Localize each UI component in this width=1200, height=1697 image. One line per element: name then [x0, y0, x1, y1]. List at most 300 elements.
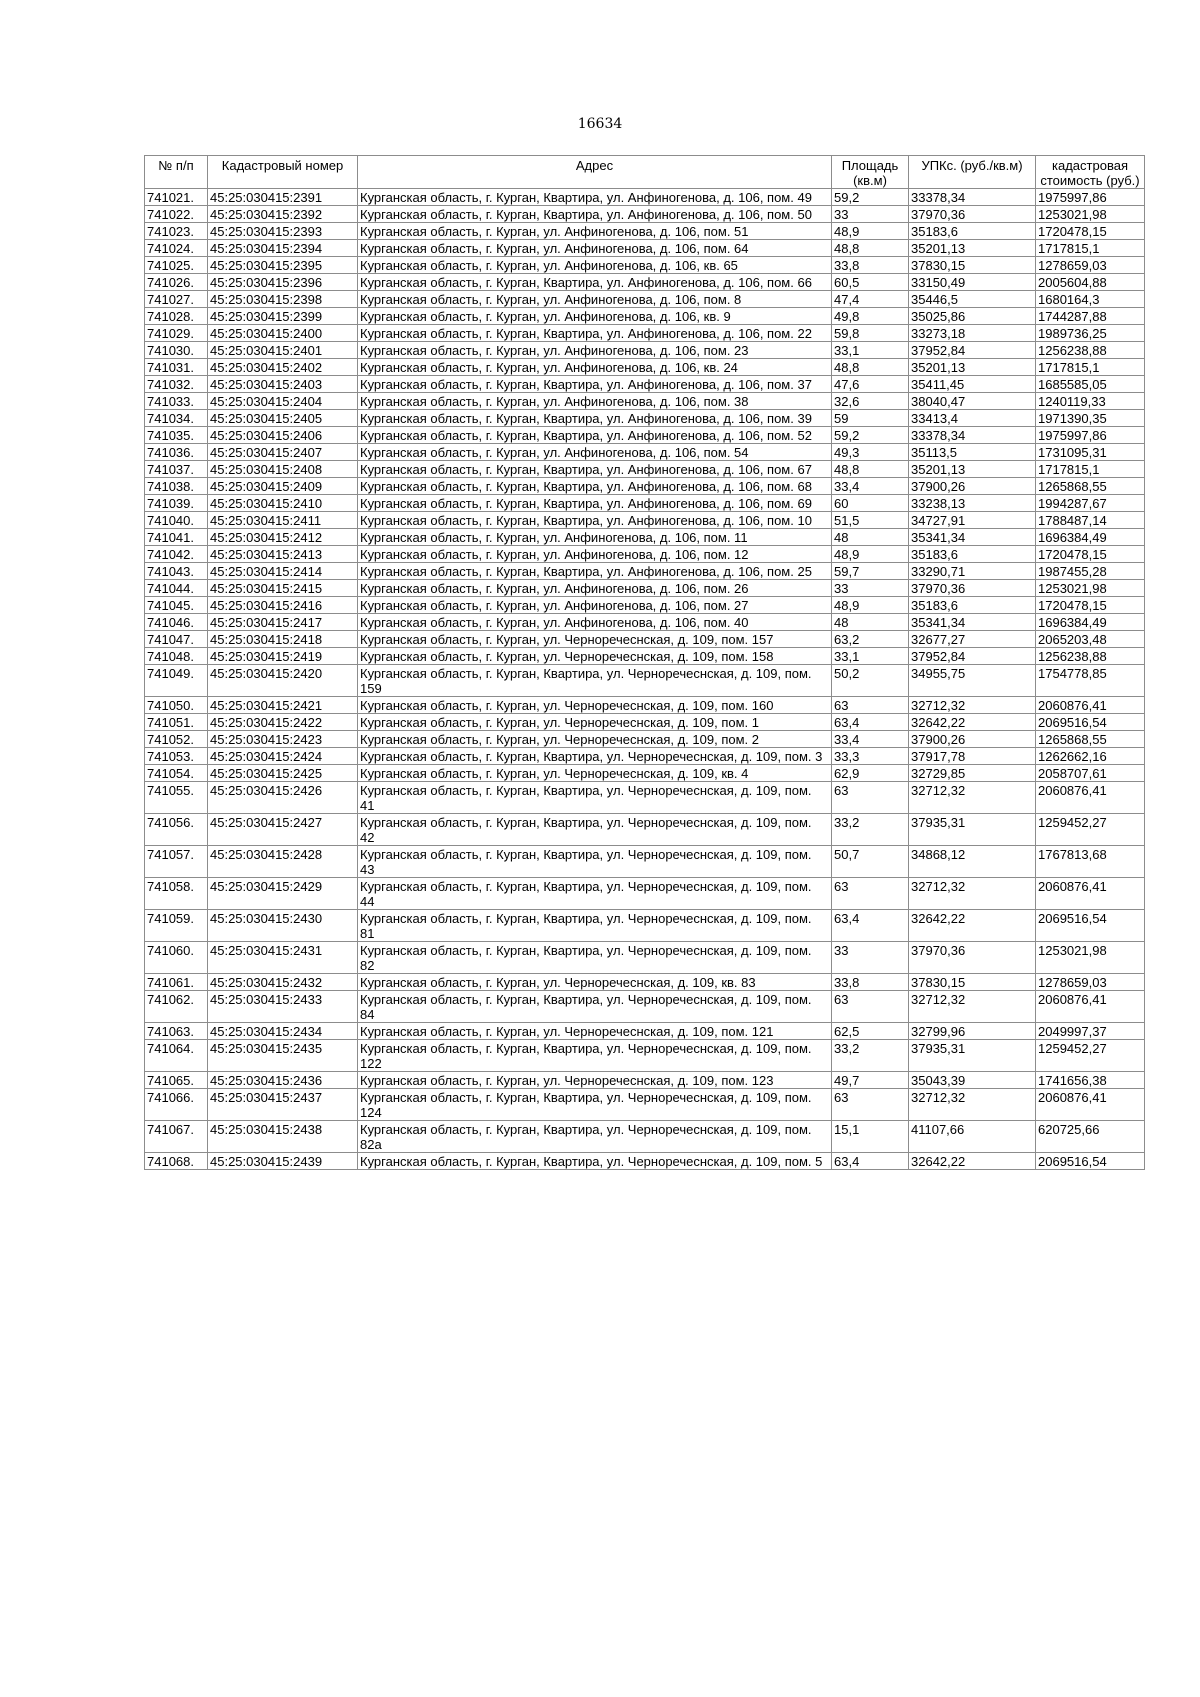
cell-area: 48 [832, 614, 909, 631]
cell-upks: 33378,34 [909, 427, 1036, 444]
cell-no: 741053. [145, 748, 208, 765]
cell-upks: 37917,78 [909, 748, 1036, 765]
cell-area: 62,5 [832, 1023, 909, 1040]
cell-upks: 35183,6 [909, 597, 1036, 614]
cell-cadastral-cost: 1720478,15 [1036, 597, 1145, 614]
table-row [145, 631, 1145, 648]
table-row [145, 697, 1145, 714]
cell-upks: 33150,49 [909, 274, 1036, 291]
table-row [145, 529, 1145, 546]
cell-area: 48 [832, 529, 909, 546]
cell-no: 741050. [145, 697, 208, 714]
cell-cadastral-number: 45:25:030415:2411 [208, 512, 358, 529]
table-row [145, 665, 1145, 697]
cell-area: 50,2 [832, 665, 909, 697]
cell-no: 741048. [145, 648, 208, 665]
cell-area: 33,2 [832, 1040, 909, 1072]
cell-no: 741025. [145, 257, 208, 274]
table-row [145, 814, 1145, 846]
cell-cadastral-number: 45:25:030415:2412 [208, 529, 358, 546]
cell-area: 33,4 [832, 478, 909, 495]
cell-cadastral-number: 45:25:030415:2403 [208, 376, 358, 393]
cell-upks: 35341,34 [909, 614, 1036, 631]
cell-no: 741060. [145, 942, 208, 974]
cell-upks: 35113,5 [909, 444, 1036, 461]
cell-cadastral-number: 45:25:030415:2408 [208, 461, 358, 478]
cell-upks: 37970,36 [909, 942, 1036, 974]
cell-area: 63 [832, 991, 909, 1023]
cell-address: Курганская область, г. Курган, ул. Анфиногенова, д. 106, кв. 24 [358, 359, 832, 376]
cell-address: Курганская область, г. Курган, Квартира, ул. Черноречеснская, д. 109, пом. 122 [358, 1040, 832, 1072]
table-row [145, 444, 1145, 461]
cell-area: 49,7 [832, 1072, 909, 1089]
cell-cadastral-number: 45:25:030415:2420 [208, 665, 358, 697]
cell-upks: 35201,13 [909, 359, 1036, 376]
cell-cadastral-number: 45:25:030415:2409 [208, 478, 358, 495]
cell-cadastral-cost: 2060876,41 [1036, 991, 1145, 1023]
cell-no: 741038. [145, 478, 208, 495]
cell-address: Курганская область, г. Курган, ул. Анфиногенова, д. 106, пом. 23 [358, 342, 832, 359]
cell-cadastral-cost: 1717815,1 [1036, 461, 1145, 478]
cell-cadastral-number: 45:25:030415:2405 [208, 410, 358, 427]
cell-no: 741065. [145, 1072, 208, 1089]
cell-cadastral-cost: 1262662,16 [1036, 748, 1145, 765]
cell-area: 63,4 [832, 714, 909, 731]
cell-cadastral-cost: 1989736,25 [1036, 325, 1145, 342]
cell-cadastral-number: 45:25:030415:2393 [208, 223, 358, 240]
cell-cadastral-number: 45:25:030415:2421 [208, 697, 358, 714]
cell-cadastral-cost: 1717815,1 [1036, 240, 1145, 257]
cell-no: 741055. [145, 782, 208, 814]
cell-cadastral-cost: 2060876,41 [1036, 782, 1145, 814]
table-row [145, 974, 1145, 991]
cell-cadastral-number: 45:25:030415:2427 [208, 814, 358, 846]
cell-upks: 35183,6 [909, 223, 1036, 240]
cell-cadastral-cost: 1253021,98 [1036, 580, 1145, 597]
table-row [145, 580, 1145, 597]
cell-upks: 32712,32 [909, 782, 1036, 814]
table-row [145, 1023, 1145, 1040]
table-row [145, 1072, 1145, 1089]
table-row [145, 461, 1145, 478]
cell-cadastral-number: 45:25:030415:2418 [208, 631, 358, 648]
cell-address: Курганская область, г. Курган, Квартира, ул. Анфиногенова, д. 106, пом. 67 [358, 461, 832, 478]
cell-cadastral-cost: 620725,66 [1036, 1121, 1145, 1153]
cadastral-table [144, 155, 1145, 1170]
cell-address: Курганская область, г. Курган, Квартира, ул. Анфиногенова, д. 106, пом. 25 [358, 563, 832, 580]
cell-no: 741035. [145, 427, 208, 444]
cell-address: Курганская область, г. Курган, ул. Анфиногенова, д. 106, пом. 51 [358, 223, 832, 240]
cell-no: 741058. [145, 878, 208, 910]
table-row [145, 342, 1145, 359]
cell-upks: 32642,22 [909, 910, 1036, 942]
cell-area: 48,9 [832, 546, 909, 563]
cell-cadastral-cost: 1731095,31 [1036, 444, 1145, 461]
cell-area: 32,6 [832, 393, 909, 410]
table-header-row [145, 156, 1145, 189]
cell-upks: 37970,36 [909, 580, 1036, 597]
cell-area: 48,9 [832, 223, 909, 240]
cell-address: Курганская область, г. Курган, Квартира, ул. Черноречеснская, д. 109, пом. 159 [358, 665, 832, 697]
cell-cadastral-number: 45:25:030415:2432 [208, 974, 358, 991]
cell-cadastral-number: 45:25:030415:2426 [208, 782, 358, 814]
cell-no: 741036. [145, 444, 208, 461]
cell-no: 741047. [145, 631, 208, 648]
cell-area: 63,2 [832, 631, 909, 648]
cell-address: Курганская область, г. Курган, ул. Анфиногенова, д. 106, пом. 64 [358, 240, 832, 257]
table-body [145, 189, 1145, 1170]
header-cadastral-cost: кадастровая стоимость (руб.) [1036, 156, 1145, 189]
cell-cadastral-number: 45:25:030415:2406 [208, 427, 358, 444]
cell-cadastral-number: 45:25:030415:2433 [208, 991, 358, 1023]
cell-upks: 34955,75 [909, 665, 1036, 697]
cell-address: Курганская область, г. Курган, ул. Анфиногенова, д. 106, пом. 26 [358, 580, 832, 597]
table-row [145, 257, 1145, 274]
cell-upks: 35201,13 [909, 461, 1036, 478]
cell-address: Курганская область, г. Курган, Квартира, ул. Анфиногенова, д. 106, пом. 37 [358, 376, 832, 393]
cell-no: 741041. [145, 529, 208, 546]
cell-area: 63,4 [832, 1153, 909, 1170]
cell-cadastral-cost: 1696384,49 [1036, 529, 1145, 546]
cell-area: 15,1 [832, 1121, 909, 1153]
cell-area: 49,8 [832, 308, 909, 325]
cell-area: 33 [832, 206, 909, 223]
cell-cadastral-cost: 2060876,41 [1036, 878, 1145, 910]
cell-cadastral-cost: 1717815,1 [1036, 359, 1145, 376]
table-row [145, 748, 1145, 765]
cell-address: Курганская область, г. Курган, Квартира, ул. Анфиногенова, д. 106, пом. 22 [358, 325, 832, 342]
cell-area: 33,4 [832, 731, 909, 748]
table-row [145, 942, 1145, 974]
table-row [145, 597, 1145, 614]
cell-no: 741063. [145, 1023, 208, 1040]
cell-upks: 33378,34 [909, 189, 1036, 206]
table-row [145, 427, 1145, 444]
cell-area: 60 [832, 495, 909, 512]
cell-upks: 34727,91 [909, 512, 1036, 529]
cell-no: 741049. [145, 665, 208, 697]
cell-address: Курганская область, г. Курган, Квартира, ул. Черноречеснская, д. 109, пом. 5 [358, 1153, 832, 1170]
cell-cadastral-cost: 1259452,27 [1036, 814, 1145, 846]
cell-area: 33,2 [832, 814, 909, 846]
cell-cadastral-cost: 1696384,49 [1036, 614, 1145, 631]
cell-address: Курганская область, г. Курган, Квартира, ул. Анфиногенова, д. 106, пом. 52 [358, 427, 832, 444]
cell-area: 48,8 [832, 359, 909, 376]
table-row [145, 731, 1145, 748]
cell-cadastral-cost: 2060876,41 [1036, 697, 1145, 714]
cell-no: 741027. [145, 291, 208, 308]
cell-no: 741022. [145, 206, 208, 223]
cell-no: 741026. [145, 274, 208, 291]
cell-address: Курганская область, г. Курган, ул. Черноречеснская, д. 109, пом. 160 [358, 697, 832, 714]
cell-cadastral-number: 45:25:030415:2436 [208, 1072, 358, 1089]
cell-upks: 35411,45 [909, 376, 1036, 393]
cell-area: 48,9 [832, 597, 909, 614]
table-row [145, 308, 1145, 325]
table-row [145, 648, 1145, 665]
table-row [145, 1153, 1145, 1170]
cell-cadastral-number: 45:25:030415:2424 [208, 748, 358, 765]
cell-cadastral-number: 45:25:030415:2415 [208, 580, 358, 597]
cell-upks: 32729,85 [909, 765, 1036, 782]
cell-address: Курганская область, г. Курган, ул. Анфиногенова, д. 106, кв. 9 [358, 308, 832, 325]
cell-upks: 37952,84 [909, 648, 1036, 665]
cell-address: Курганская область, г. Курган, Квартира, ул. Анфиногенова, д. 106, пом. 66 [358, 274, 832, 291]
table-row [145, 206, 1145, 223]
table-row [145, 240, 1145, 257]
cell-cadastral-cost: 1253021,98 [1036, 206, 1145, 223]
cell-cadastral-cost: 2060876,41 [1036, 1089, 1145, 1121]
cell-cadastral-cost: 1680164,3 [1036, 291, 1145, 308]
cell-upks: 37900,26 [909, 731, 1036, 748]
table-row [145, 614, 1145, 631]
cell-upks: 32677,27 [909, 631, 1036, 648]
cell-upks: 35201,13 [909, 240, 1036, 257]
cell-cadastral-number: 45:25:030415:2400 [208, 325, 358, 342]
cell-cadastral-cost: 1754778,85 [1036, 665, 1145, 697]
table-row [145, 1089, 1145, 1121]
cell-area: 47,6 [832, 376, 909, 393]
table-row [145, 274, 1145, 291]
cell-upks: 37935,31 [909, 814, 1036, 846]
cell-cadastral-cost: 1256238,88 [1036, 648, 1145, 665]
cell-area: 51,5 [832, 512, 909, 529]
cell-upks: 35025,86 [909, 308, 1036, 325]
cell-no: 741023. [145, 223, 208, 240]
cell-address: Курганская область, г. Курган, ул. Черноречеснская, д. 109, пом. 157 [358, 631, 832, 648]
cell-cadastral-number: 45:25:030415:2423 [208, 731, 358, 748]
cell-no: 741062. [145, 991, 208, 1023]
cell-cadastral-number: 45:25:030415:2431 [208, 942, 358, 974]
cell-address: Курганская область, г. Курган, Квартира, ул. Черноречеснская, д. 109, пом. 82 [358, 942, 832, 974]
cell-address: Курганская область, г. Курган, Квартира, ул. Черноречеснская, д. 109, пом. 43 [358, 846, 832, 878]
cell-upks: 37900,26 [909, 478, 1036, 495]
cell-no: 741030. [145, 342, 208, 359]
cell-area: 59,2 [832, 189, 909, 206]
cell-cadastral-cost: 1265868,55 [1036, 478, 1145, 495]
cell-address: Курганская область, г. Курган, ул. Анфиногенова, д. 106, пом. 11 [358, 529, 832, 546]
cell-cadastral-cost: 1975997,86 [1036, 189, 1145, 206]
cell-cadastral-number: 45:25:030415:2437 [208, 1089, 358, 1121]
cell-no: 741031. [145, 359, 208, 376]
table-row [145, 782, 1145, 814]
cell-no: 741032. [145, 376, 208, 393]
table-row [145, 563, 1145, 580]
cell-no: 741033. [145, 393, 208, 410]
cell-upks: 33290,71 [909, 563, 1036, 580]
cell-address: Курганская область, г. Курган, Квартира, ул. Анфиногенова, д. 106, пом. 49 [358, 189, 832, 206]
cell-area: 59 [832, 410, 909, 427]
cell-area: 59,2 [832, 427, 909, 444]
cell-address: Курганская область, г. Курган, Квартира, ул. Черноречеснская, д. 109, пом. 41 [358, 782, 832, 814]
cell-cadastral-cost: 1994287,67 [1036, 495, 1145, 512]
table-row [145, 393, 1145, 410]
cell-cadastral-cost: 1685585,05 [1036, 376, 1145, 393]
cell-address: Курганская область, г. Курган, ул. Черноречеснская, д. 109, пом. 123 [358, 1072, 832, 1089]
table-row [145, 478, 1145, 495]
cell-cadastral-cost: 2065203,48 [1036, 631, 1145, 648]
cell-address: Курганская область, г. Курган, Квартира, ул. Черноречеснская, д. 109, пом. 44 [358, 878, 832, 910]
cell-address: Курганская область, г. Курган, Квартира, ул. Черноречеснская, д. 109, пом. 82а [358, 1121, 832, 1153]
cell-cadastral-number: 45:25:030415:2395 [208, 257, 358, 274]
cell-no: 741061. [145, 974, 208, 991]
cell-area: 33,8 [832, 257, 909, 274]
cell-area: 50,7 [832, 846, 909, 878]
cell-area: 48,8 [832, 240, 909, 257]
cell-address: Курганская область, г. Курган, ул. Черноречеснская, д. 109, пом. 2 [358, 731, 832, 748]
cell-address: Курганская область, г. Курган, ул. Анфиногенова, д. 106, кв. 65 [358, 257, 832, 274]
cell-address: Курганская область, г. Курган, ул. Черноречеснская, д. 109, пом. 158 [358, 648, 832, 665]
cell-cadastral-number: 45:25:030415:2402 [208, 359, 358, 376]
table-row [145, 1040, 1145, 1072]
cell-address: Курганская область, г. Курган, Квартира, ул. Черноречеснская, д. 109, пом. 124 [358, 1089, 832, 1121]
cell-no: 741067. [145, 1121, 208, 1153]
cell-cadastral-number: 45:25:030415:2398 [208, 291, 358, 308]
cell-cadastral-number: 45:25:030415:2407 [208, 444, 358, 461]
cell-address: Курганская область, г. Курган, ул. Черноречеснская, д. 109, кв. 83 [358, 974, 832, 991]
table-row [145, 765, 1145, 782]
cell-no: 741028. [145, 308, 208, 325]
cell-address: Курганская область, г. Курган, Квартира, ул. Черноречеснская, д. 109, пом. 42 [358, 814, 832, 846]
cell-area: 33 [832, 942, 909, 974]
cell-cadastral-number: 45:25:030415:2439 [208, 1153, 358, 1170]
cell-address: Курганская область, г. Курган, Квартира, ул. Анфиногенова, д. 106, пом. 50 [358, 206, 832, 223]
cell-cadastral-number: 45:25:030415:2422 [208, 714, 358, 731]
cell-area: 33,1 [832, 648, 909, 665]
cell-cadastral-number: 45:25:030415:2416 [208, 597, 358, 614]
table-row [145, 325, 1145, 342]
cell-cadastral-cost: 2069516,54 [1036, 910, 1145, 942]
cell-no: 741021. [145, 189, 208, 206]
cell-upks: 41107,66 [909, 1121, 1036, 1153]
cell-area: 33,8 [832, 974, 909, 991]
cell-upks: 37970,36 [909, 206, 1036, 223]
cell-cadastral-number: 45:25:030415:2414 [208, 563, 358, 580]
cell-no: 741066. [145, 1089, 208, 1121]
cell-cadastral-number: 45:25:030415:2434 [208, 1023, 358, 1040]
table-row [145, 376, 1145, 393]
cell-cadastral-cost: 2005604,88 [1036, 274, 1145, 291]
cell-cadastral-number: 45:25:030415:2394 [208, 240, 358, 257]
header-no: № п/п [145, 156, 208, 189]
cell-no: 741040. [145, 512, 208, 529]
table-row [145, 223, 1145, 240]
cell-cadastral-cost: 1278659,03 [1036, 257, 1145, 274]
cell-cadastral-number: 45:25:030415:2391 [208, 189, 358, 206]
cell-no: 741064. [145, 1040, 208, 1072]
cell-upks: 35183,6 [909, 546, 1036, 563]
cell-no: 741052. [145, 731, 208, 748]
cell-address: Курганская область, г. Курган, ул. Анфиногенова, д. 106, пом. 27 [358, 597, 832, 614]
cell-area: 63 [832, 782, 909, 814]
cell-address: Курганская область, г. Курган, Квартира, ул. Анфиногенова, д. 106, пом. 68 [358, 478, 832, 495]
cell-cadastral-number: 45:25:030415:2419 [208, 648, 358, 665]
cell-cadastral-cost: 1278659,03 [1036, 974, 1145, 991]
cell-area: 33 [832, 580, 909, 597]
cell-no: 741054. [145, 765, 208, 782]
cell-area: 63 [832, 878, 909, 910]
cell-cadastral-cost: 1741656,38 [1036, 1072, 1145, 1089]
cell-address: Курганская область, г. Курган, Квартира, ул. Черноречеснская, д. 109, пом. 81 [358, 910, 832, 942]
cell-no: 741042. [145, 546, 208, 563]
cell-upks: 33273,18 [909, 325, 1036, 342]
cell-cadastral-number: 45:25:030415:2396 [208, 274, 358, 291]
cell-cadastral-number: 45:25:030415:2410 [208, 495, 358, 512]
cell-address: Курганская область, г. Курган, Квартира, ул. Черноречеснская, д. 109, пом. 84 [358, 991, 832, 1023]
cell-upks: 32712,32 [909, 1089, 1036, 1121]
cell-area: 62,9 [832, 765, 909, 782]
cell-no: 741056. [145, 814, 208, 846]
cell-upks: 38040,47 [909, 393, 1036, 410]
page-number: 16634 [577, 116, 623, 132]
cell-upks: 35341,34 [909, 529, 1036, 546]
table-row [145, 291, 1145, 308]
cell-address: Курганская область, г. Курган, ул. Анфиногенова, д. 106, пом. 8 [358, 291, 832, 308]
cell-cadastral-number: 45:25:030415:2429 [208, 878, 358, 910]
cell-area: 59,7 [832, 563, 909, 580]
table-row [145, 991, 1145, 1023]
header-area: Площадь (кв.м) [832, 156, 909, 189]
cell-no: 741044. [145, 580, 208, 597]
cell-no: 741039. [145, 495, 208, 512]
cell-address: Курганская область, г. Курган, ул. Черноречеснская, д. 109, пом. 1 [358, 714, 832, 731]
header-cadastral-number: Кадастровый номер [208, 156, 358, 189]
cell-cadastral-number: 45:25:030415:2392 [208, 206, 358, 223]
cell-address: Курганская область, г. Курган, ул. Анфиногенова, д. 106, пом. 54 [358, 444, 832, 461]
cell-cadastral-cost: 2069516,54 [1036, 714, 1145, 731]
cell-upks: 32642,22 [909, 1153, 1036, 1170]
cell-address: Курганская область, г. Курган, Квартира, ул. Черноречеснская, д. 109, пом. 3 [358, 748, 832, 765]
cell-area: 48,8 [832, 461, 909, 478]
cell-address: Курганская область, г. Курган, Квартира, ул. Анфиногенова, д. 106, пом. 10 [358, 512, 832, 529]
cell-no: 741057. [145, 846, 208, 878]
cell-area: 33,3 [832, 748, 909, 765]
cell-area: 49,3 [832, 444, 909, 461]
cell-upks: 32799,96 [909, 1023, 1036, 1040]
table-row [145, 189, 1145, 206]
cell-upks: 32712,32 [909, 697, 1036, 714]
cell-address: Курганская область, г. Курган, ул. Анфиногенова, д. 106, пом. 40 [358, 614, 832, 631]
cell-upks: 35446,5 [909, 291, 1036, 308]
cell-cadastral-cost: 1253021,98 [1036, 942, 1145, 974]
cell-cadastral-cost: 1256238,88 [1036, 342, 1145, 359]
cell-cadastral-number: 45:25:030415:2435 [208, 1040, 358, 1072]
cell-cadastral-cost: 1744287,88 [1036, 308, 1145, 325]
table-row [145, 878, 1145, 910]
cell-cadastral-number: 45:25:030415:2404 [208, 393, 358, 410]
cell-upks: 32712,32 [909, 878, 1036, 910]
cell-address: Курганская область, г. Курган, ул. Анфиногенова, д. 106, пом. 12 [358, 546, 832, 563]
cell-cadastral-number: 45:25:030415:2401 [208, 342, 358, 359]
cell-upks: 33413,4 [909, 410, 1036, 427]
cell-cadastral-number: 45:25:030415:2399 [208, 308, 358, 325]
table-row [145, 495, 1145, 512]
cell-cadastral-cost: 1240119,33 [1036, 393, 1145, 410]
cell-address: Курганская область, г. Курган, ул. Анфиногенова, д. 106, пом. 38 [358, 393, 832, 410]
table-row [145, 1121, 1145, 1153]
cell-cadastral-cost: 2069516,54 [1036, 1153, 1145, 1170]
cell-upks: 37830,15 [909, 257, 1036, 274]
cell-no: 741059. [145, 910, 208, 942]
cell-no: 741051. [145, 714, 208, 731]
cell-cadastral-cost: 1971390,35 [1036, 410, 1145, 427]
cell-cadastral-cost: 1987455,28 [1036, 563, 1145, 580]
cell-no: 741024. [145, 240, 208, 257]
cell-cadastral-number: 45:25:030415:2417 [208, 614, 358, 631]
table-row [145, 846, 1145, 878]
cell-cadastral-cost: 2049997,37 [1036, 1023, 1145, 1040]
cell-no: 741037. [145, 461, 208, 478]
